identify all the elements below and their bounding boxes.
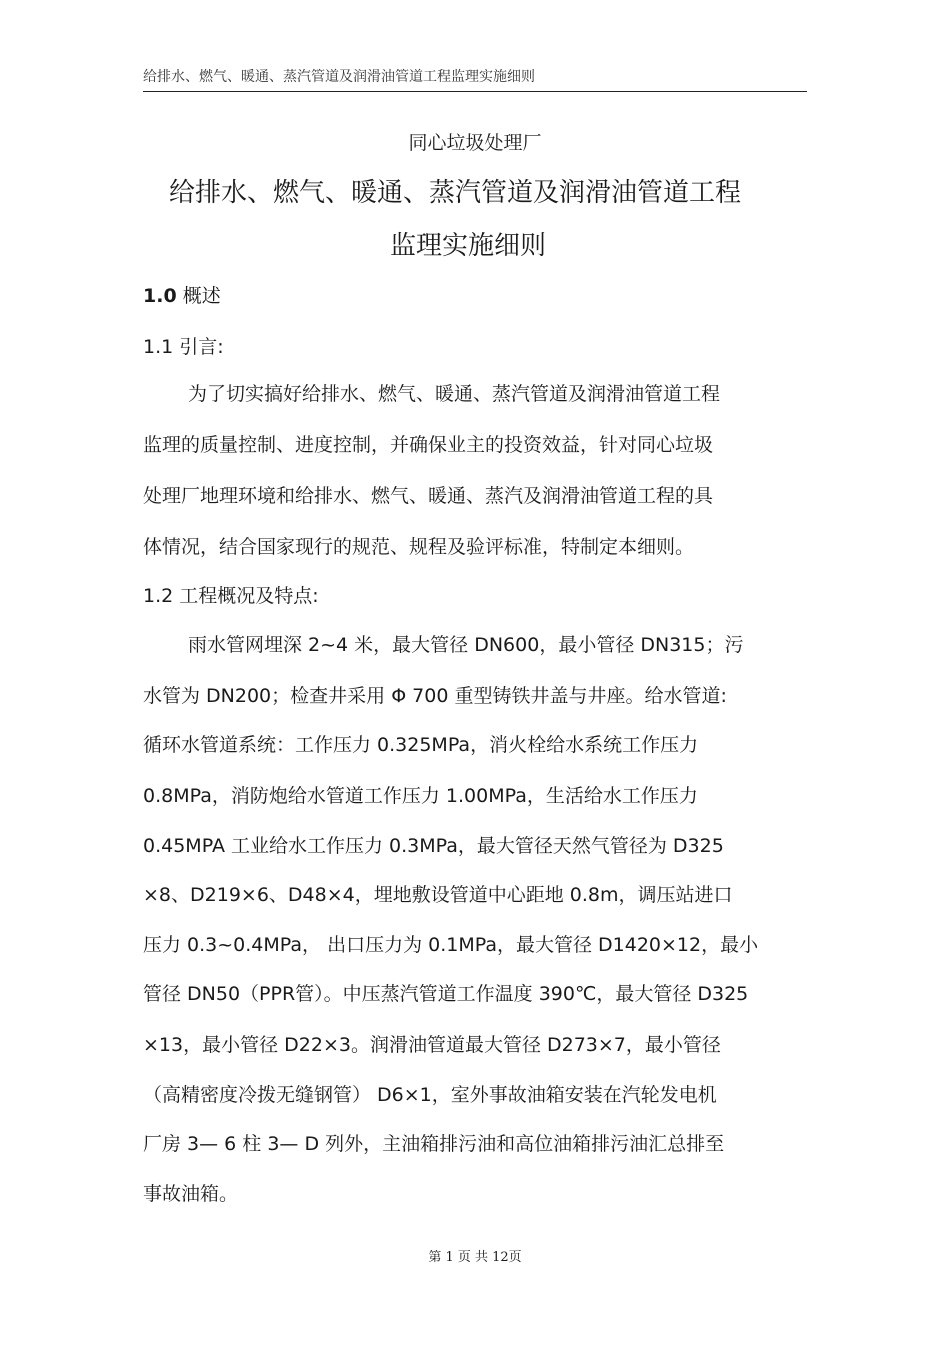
document-title-line-2: 监理实施细则	[389, 231, 546, 261]
subsection-1-2-heading: 1.2 工程概况及特点:	[143, 585, 319, 607]
paragraph-1-line: 处理厂地理环境和给排水、燃气、暖通、蒸汽及润滑油管道工程的具	[143, 485, 714, 507]
paragraph-2-line: 0.8MPa，消防炮给水管道工作压力 1.00MPa，生活给水工作压力	[143, 785, 698, 807]
paragraph-2-line: ×13，最小管径 D22×3。润滑油管道最大管径 D273×7，最小管径	[143, 1034, 721, 1056]
paragraph-2-line: 厂房 3— 6 柱 3— D 列外，主油箱排污油和高位油箱排污油汇总排至	[143, 1133, 725, 1155]
paragraph-1-line: 体情况，结合国家现行的规范、规程及验评标准，特制定本细则。	[143, 536, 695, 558]
section-number: 1.0	[143, 285, 177, 307]
paragraph-2-line: 雨水管网埋深 2~4 米，最大管径 DN600，最小管径 DN315；污	[188, 634, 744, 656]
page-footer-number: 第 1 页 共 12页	[428, 1250, 522, 1265]
section-title: 概述	[182, 285, 221, 307]
header-title: 给排水、燃气、暖通、蒸汽管道及润滑油管道工程监理实施细则	[143, 69, 535, 85]
paragraph-2-line: 压力 0.3~0.4MPa， 出口压力为 0.1MPa，最大管径 D1420×12，最小	[143, 934, 759, 956]
paragraph-1-line: 监理的质量控制、进度控制，并确保业主的投资效益，针对同心垃圾	[143, 434, 714, 456]
paragraph-2-line: 0.45MPA 工业给水工作压力 0.3MPa，最大管径天然气管径为 D325	[143, 835, 724, 857]
paragraph-2-line: 事故油箱。	[143, 1183, 239, 1205]
paragraph-2-line: ×8、D219×6、D48×4，埋地敷设管道中心距地 0.8m，调压站进口	[143, 884, 733, 906]
paragraph-1-line: 为了切实搞好给排水、燃气、暖通、蒸汽管道及润滑油管道工程	[188, 383, 721, 405]
paragraph-2-line: 循环水管道系统：工作压力 0.325MPa，消火栓给水系统工作压力	[143, 734, 699, 756]
paragraph-2-line: （高精密度冷拨无缝钢管） D6×1，室外事故油箱安装在汽轮发电机	[143, 1084, 717, 1106]
document-title-line-1: 给排水、燃气、暖通、蒸汽管道及润滑油管道工程	[168, 178, 741, 208]
paragraph-2-line: 水管为 DN200；检查井采用 Φ 700 重型铸铁井盖与井座。给水管道:	[143, 685, 727, 707]
paragraph-2-line: 管径 DN50（PPR管）。中压蒸汽管道工作温度 390℃，最大管径 D325	[143, 983, 749, 1005]
header-divider	[143, 91, 807, 92]
section-heading	[143, 281, 221, 308]
subsection-1-1-heading: 1.1 引言:	[143, 336, 224, 358]
document-subtitle: 同心垃圾处理厂	[408, 132, 542, 154]
